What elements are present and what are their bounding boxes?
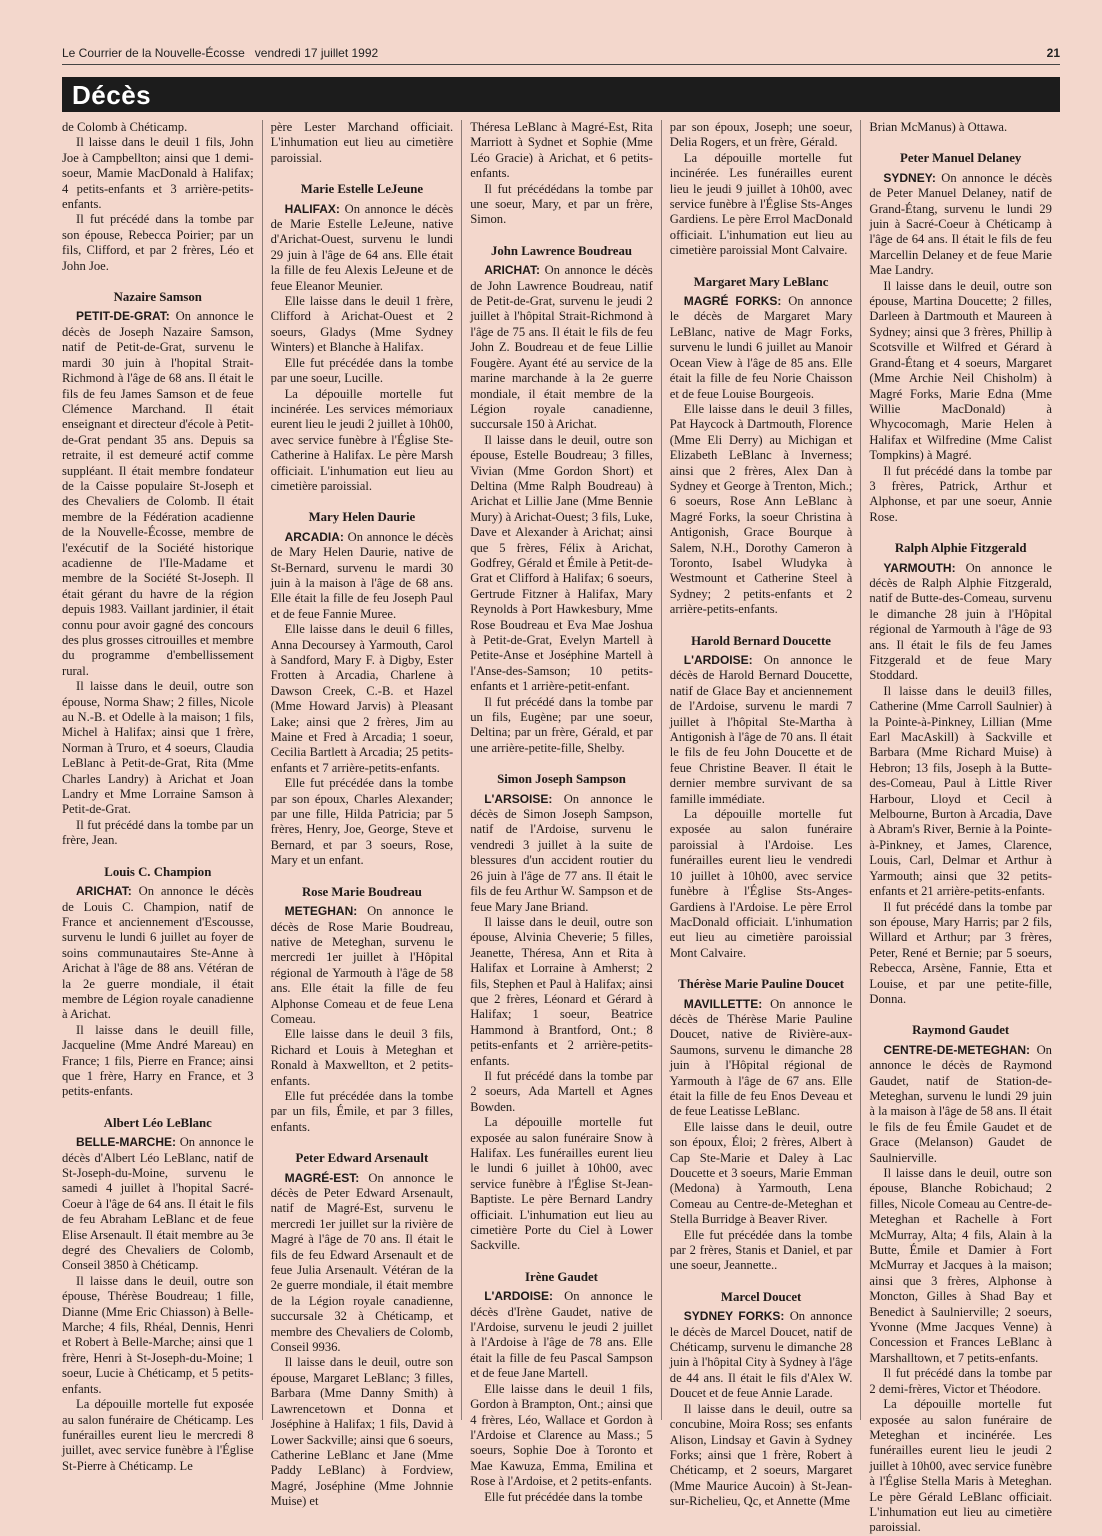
obituary-name: Nazaire Samson: [113, 290, 202, 305]
obituary-place: BELLE-MARCHE:: [76, 1135, 176, 1150]
obituary-lead-paragraph: [62, 309, 254, 679]
obituary-paragraph: Brian McManus) à Ottawa.: [869, 120, 1008, 134]
obituary-paragraph: La dépouille mortelle fut exposée au salon funéraire paroissial à l'Ardoise. Les funérailles eurent lieu le vendredi 10 juillet à 10h00, avec service funèbre à l'Église Sts-Anges-Gardiens à l'Ardoise. Le père Errol MacDonald officiait. L'inhumation eut lieu au cimetière paroissial Mont Calvaire.: [669, 807, 853, 960]
obituary-place: L'ARDOISE:: [484, 1289, 554, 1304]
obituary-lead-paragraph: [869, 171, 1052, 279]
obituary-place: SYDNEY FORKS:: [683, 1309, 785, 1324]
obituary-columns: [62, 120, 1060, 1535]
obituary-name: Simon Joseph Sampson: [497, 772, 626, 787]
obituary-lead-text: On annonce le décès de Marie Estelle LeJeune, native d'Arichat-Ouest, survenu le lundi 29 juin à l'âge de 64 ans. Elle était la fille de feu Alexis LeJeune et de feue Eleanor Meunier.: [270, 201, 454, 293]
obituary-lead-paragraph: [271, 530, 454, 622]
obituary-paragraph: Il fut précédé dans la tombe par son épouse, Mary Harris; par 2 fils, Willard et Arthur; par 3 frères, Peter, René et Bernie; par 5 soeurs, Rebecca, Arsène, Fannie, Etta et Louise, et par une petite-fille, Donna.: [869, 899, 1052, 1006]
obituary-place: YARMOUTH:: [883, 560, 956, 575]
obituary-paragraph: de Colomb à Chéticamp.: [62, 120, 188, 134]
masthead-publication: [62, 46, 378, 60]
obituary-place: L'ARSOISE:: [484, 791, 553, 806]
obituary-paragraph: La dépouille mortelle fut incinérée. Les services mémoriaux eurent lieu le jeudi 2 juillet à 10h00, avec service funèbre à l'Église Ste-Catherine à Halifax. Le père Marsh officiait. L'inhumation eut lieu au cimetière paroissial.: [270, 386, 454, 493]
obituary-paragraph: Elle laisse dans le deuil 3 fils, Richard et Louis à Meteghan et Ronald à Maxwellton, et 2 petits-enfants.: [270, 1027, 454, 1088]
obituary-name: Peter Edward Arsenault: [295, 1151, 429, 1166]
obituary-place: L'ARDOISE:: [683, 653, 753, 667]
obituary-lead-paragraph: [62, 1135, 254, 1274]
obituary-place: MAGRÉ-EST:: [284, 1170, 360, 1185]
column-4: [661, 120, 861, 1509]
section-banner: [62, 77, 1060, 112]
obituary-lead-paragraph: [271, 904, 454, 1027]
obituary-paragraph: Il laisse dans le deuil, outre son épouse, Estelle Boudreau; 3 filles, Vivian (Mme Gordon Short) et Deltina (Mme Ralph Boudreau) à Arichat et Lillie Jane (Mme Bennie Mury) à Arichat-Ouest; 3 fils, Luke, Dave et Alexander à Arichat; ainsi que 5 frères, Félix à Arichat, Godfrey, Gérald et Émile à Petit-de-Grat et Clifford à Halifax; 6 soeurs, Gertrude Fitzner à Halifax, Mary Reynolds à Port Hawkesbury, Mme Rose Boudreau et Eva Mae Joshua à Petit-de-Grat, Evelyn Martell à Petite-Anse et Joséphine Martell à l'Anse-des-Samson; 10 petits-enfants et 1 arrière-petit-enfant.: [470, 432, 653, 694]
obituary-paragraph: Elle laisse dans le deuil 1 fils, Gordon à Brampton, Ont.; ainsi que 4 frères, Léo, Wallace et Gordon à l'Ardoise et Clarence au Mass.; 5 soeurs, Sophie Doe à Toronto et Mae Kawuza, Emma, Emilina et Rose à l'Ardoise, et 2 petits-enfants.: [470, 1381, 653, 1489]
obituary-paragraph: Il laisse dans le deuill fille, Jacqueline (Mme André Mareau) en France; 1 fils, Pierre en France; ainsi que 1 frère, Harry en France, et 3 petits-enfants.: [62, 1022, 254, 1099]
obituary-lead-text: On annonce le décès de Raymond Gaudet, natif de Station-de-Meteghan, survenu le lundi 29 juin à la maison à l'âge de 58 ans. Il était le fils de feu Émile Gaudet et de Grace (Melanson) Gaudet de Saulnierville.: [869, 1042, 1052, 1165]
obituary-name: Louis C. Champion: [104, 864, 212, 879]
obituary-paragraph: Il fut précédé dans la tombe par 3 frères, Patrick, Arthur et Alphonse, et par une soeur, Annie Rose.: [869, 463, 1052, 524]
obituary-lead-paragraph: [271, 202, 454, 294]
obituary-paragraph: Il laisse dans le deuil 1 fils, John Joe à Campbellton; ainsi que 1 demi-soeur, Mamie MacDonald à Halifax; 4 petits-enfants et 3 arrière-petits-enfants.: [62, 135, 254, 212]
obituary-place: MAGRÉ FORKS:: [683, 294, 782, 309]
obituary-place: MAVILLETTE:: [683, 996, 763, 1011]
obituary-paragraph: Il laisse dans le deuil, outre son épouse, Martina Doucette; 2 filles, Darleen à Dartmouth et Maureen à Sydney; ainsi que 3 frères, Phillip à Scotsville et Wilfred et Gérard à Grand-Étang et 4 soeurs, Margaret (Mme Archie Neil Chisholm) à Magré Forks, Marie Edna (Mme Willie MacDonald) à Whycocomagh, Marie Helen à Halifax et Wilfredine (Mme Calist Tompkins) à Magré.: [869, 278, 1052, 463]
obituary-lead-text: On annonce le décès d'Albert Léo LeBlanc, natif de St-Joseph-du-Moine, survenu le samedi 4 juillet à l'hopital Sacré-Coeur à l'âge de 64 ans. Il était le fils de feu Abraham LeBlanc et de feue Elise Arsenault. Il était membre au 3e degré des Chevaliers de Colomb, Conseil 3850 à Chéticamp.: [62, 1135, 254, 1273]
obituary-paragraph: Elle laisse dans le deuil 3 filles, Pat Haycock à Dartmouth, Florence (Mme Eli Derry) au Michigan et Elizabeth LeBlanc à Inverness; ainsi que 2 frères, Alex Dan à Sydney et George à Trenton, Mich.; 6 soeurs, Rose Ann LeBlanc à Magré Forks, la soeur Christina à Antigonish, Grace Bourque à Salem, N.H., Dorothy Cameron à Toronto, Isabel Wludyka à Westmount et Catherine Steel à Sydney; 2 petits-enfants et 2 arrière-petits-enfants.: [669, 401, 853, 617]
obituary-paragraph: Elle fut précédée dans la tombe: [484, 1489, 643, 1504]
obituary-lead-text: On annonce le décès d'Irène Gaudet, native de l'Ardoise, survenu le jeudi 2 juillet à l'Ardoise à l'âge de 78 ans. Elle était la fille de feu Pascal Sampson et de feue Jane Martell.: [470, 1289, 653, 1381]
section-title: Décès: [72, 80, 152, 110]
obituary-lead-paragraph: [470, 1289, 653, 1381]
obituary-lead-paragraph: [470, 263, 653, 432]
obituary-paragraph: Elle fut précédée dans la tombe par 2 frères, Stanis et Daniel, et par une soeur, Jeannette..: [669, 1227, 853, 1273]
obituary-place: METEGHAN:: [284, 904, 358, 919]
obituary-lead-paragraph: [869, 1043, 1052, 1166]
obituary-lead-paragraph: [670, 294, 853, 402]
obituary-place: ARCADIA:: [284, 529, 344, 544]
obituary-lead-paragraph: [869, 561, 1052, 684]
obituary-paragraph: Il laisse dans le deuil, outre son épouse, Alvinia Cheverie; 5 filles, Jeanette, Théresa, Ann et Rita à Halifax et Lorraine à Amherst; 2 fils, Stephen et Paul à Halifax; ainsi que 2 frères, Léonard et Gérard à Halifax; 1 soeur, Beatrice Hammond à Brantford, Ont.; 8 petits-enfants et 2 arrière-petits-enfants.: [470, 914, 653, 1068]
obituary-lead-text: On annonce le décès de Joseph Nazaire Samson, natif de Petit-de-Grat, survenu le mardi 30 juin à l'hopital Strait-Richmond à l'âge de 68 ans. Il était le fils de feu James Samson et de feue Clémence Marchand. Il était enseignant et directeur d'école à Petit-de-Grat pendant 35 ans. Depuis sa retraite, il est demeuré actif comme suppléant. Il était membre fondateur de la Caisse populaire St-Joseph et des Chevaliers de Colomb. Il était membre de la Fédération acadienne de la Nouvelle-Écosse, membre de l'exécutif de la Société historique acadienne de l'Ile-Madame et membre de la Société St-Joseph. Il était gérant du havre de la région depuis 1983. Vaillant jardinier, il était connu pour avoir gagné des concours des plus grosses citrouilles et membre du programme d'embellissement rural.: [62, 309, 254, 678]
obituary-lead-text: On annonce le décès de Marcel Doucet, natif de Chéticamp, survenu le dimanche 28 juin à l'hôpital City à Sydney à l'âge de 44 ans. Il était le fils d'Alex W. Doucet et de feue Annie Larade.: [669, 1309, 853, 1401]
obituary-name: John Lawrence Boudreau: [490, 243, 632, 258]
obituary-place: SYDNEY:: [883, 170, 936, 185]
obituary-paragraph: Elle laisse dans le deuil 6 filles, Anna Decoursey à Yarmouth, Carol à Sandford, Mary F. à Digby, Ester Frotten à Arcadia, Charlene à Dawson Creek, C.-B. et Hazel (Mme Howard Jarvis) à Pleasant Lake; ainsi que 2 frères, Jim au Maine et Fred à Arcadia; 1 soeur, Cecilia Bartlett à Arcadia; 25 petits-enfants et 7 arrière-petits-enfants.: [270, 622, 454, 775]
column-3: [461, 120, 661, 1504]
obituary-paragraph: Il laisse dans le deuil3 filles, Catherine (Mme Carroll Saulnier) à la Pointe-à-Pinkney, Lillian (Mme Earl MacAskill) à Sackville et Barbara (Mme Richard Muise) à Hebron; 13 fils, Joseph à la Butte-des-Comeau, Paul à Little River Harbour, Lloyd et Cecil à Melbourne, Burton à Arcadia, Dave à Abram's River, Bernie à la Pointe-à-Pinkney, et James, Clarence, Louis, Carl, Delmar et Arthur à Yarmouth; ainsi que 32 petits-enfants et 21 arrière-petits-enfants.: [869, 683, 1052, 899]
obituary-name: Raymond Gaudet: [912, 1023, 1010, 1038]
publication-name: Le Courrier de la Nouvelle-Écosse: [62, 46, 245, 60]
obituary-lead-text: On annonce le décès de Simon Joseph Sampson, natif de l'Ardoise, survenu le vendredi 3 juillet à la suite de blessures d'un accident routier du 26 juin à l'âge de 77 ans. Il était le fils de feu Arthur W. Sampson et de feue Mary Jane Briand.: [470, 791, 653, 914]
obituary-lead-paragraph: [670, 1309, 853, 1401]
obituary-paragraph: Il fut précédé dans la tombe par 2 soeurs, Ada Martell et Agnes Bowden.: [470, 1068, 653, 1114]
obituary-name: Irène Gaudet: [525, 1269, 598, 1284]
page-number: 21: [1046, 46, 1060, 60]
obituary-paragraph: Il laisse dans le deuil, outre son épouse, Thérèse Boudreau; 1 fille, Dianne (Mme Eric Chiasson) à Belle-Marche; 4 fils, Rhéal, Dennis, Henri et Robert à Belle-Marche; ainsi que 1 frère, Henri à St-Joseph-du-Moine; 1 soeur, Lucie à Chéticamp, et 5 petits-enfants.: [62, 1273, 254, 1396]
obituary-lead-paragraph: [670, 997, 853, 1120]
obituary-lead-text: On annonce le décès de Peter Manuel Delaney, natif de Grand-Étang, survenu le lundi 29 juin à Sacré-Coeur à Chéticamp à l'âge de 64 ans. Il était le fils de feu Marcellin Delaney et de feue Marie Mae Landry.: [869, 170, 1052, 278]
obituary-paragraph: Il fut précédé dans la tombe par son épouse, Rebecca Poirier; par un fils, Clifford, et par 2 frères, Léo et John Joe.: [62, 212, 254, 273]
obituary-paragraph: Il fut précédé dans la tombe par un fils, Eugène; par une soeur, Deltina; par un frère, Gérald, et par une arrière-petite-fille, Shelby.: [470, 694, 653, 755]
obituary-place: HALIFAX:: [284, 201, 340, 216]
obituary-lead-text: On annonce le décès de Louis C. Champion, natif de France et anciennement d'Escousse, survenu le lundi 6 juillet au foyer de soins communautaires Ste-Anne à Arichat à l'âge de 88 ans. Vétéran de la 2e guerre mondiale, il était membre de Légion royale canadienne à Arichat.: [62, 884, 254, 1022]
obituary-name: Mary Helen Daurie: [308, 510, 416, 525]
obituary-paragraph: La dépouille mortelle fut incinérée. Les funérailles eurent lieu le jeudi 9 juillet à 10h00, avec service funèbre à l'Église Sts-Anges Gardiens. Le père Errol MacDonald officiait. L'inhumation eut lieu au cimetière paroissial Mont Calvaire.: [669, 150, 853, 258]
obituary-paragraph: Elle laisse dans le deuil 1 frère, Clifford à Arichat-Ouest et 2 soeurs, Gladys (Mme Sydney Winters) et Blanche à Halifax.: [270, 294, 454, 355]
column-2: [262, 120, 462, 1509]
obituary-place: PETIT-DE-GRAT:: [76, 309, 170, 324]
obituary-paragraph: par son époux, Joseph; une soeur, Delia Rogers, et un frère, Gérald.: [669, 120, 853, 150]
obituary-paragraph: Elle fut précédée dans la tombe par une soeur, Lucille.: [270, 355, 454, 386]
obituary-lead-text: On annonce le décès de Peter Edward Arsenault, natif de Magré-Est, survenu le mercredi 1er juillet sur la rivière de Magré à l'âge de 70 ans. Il était le fils de feu Edward Arsenault et de feue Julia Arsenault. Vétéran de la 2e guerre mondiale, il était membre de la Légion royale canadienne, succursale 32 à Chéticamp, et membre des Chevaliers de Colomb, Conseil 9936.: [270, 1170, 454, 1355]
obituary-lead-paragraph: [470, 792, 653, 915]
obituary-paragraph: Il laisse dans le deuil, outre son épouse, Margaret LeBlanc; 3 filles, Barbara (Mme Danny Smith) à Lawrencetown et Donna et Joséphine à Halifax; 1 fils, David à Lower Sackville; ainsi que 6 soeurs, Catherine LeBlanc et Jane (Mme Paddy LeBlanc) à Fordview, Magré, Joséphine (Mme Johnnie Muise) et: [270, 1355, 454, 1509]
obituary-paragraph: père Lester Marchand officiait. L'inhumation eut lieu au cimetière paroissial.: [270, 120, 454, 165]
obituary-place: CENTRE-DE-METEGHAN:: [883, 1042, 1031, 1057]
obituary-name: Harold Bernard Doucette: [691, 633, 831, 648]
obituary-paragraph: Il laisse dans le deuil, outre son épouse, Norma Shaw; 2 filles, Nicole au N.-B. et Odelle à la maison; 1 fils, Michel à Halifax; ainsi que 1 frère, Norman à Truro, et 4 soeurs, Claudia LeBlanc à Petit-de-Grat, Rita (Mme Charles Landry) à Arichat et Joan Landry et Mme Lorraine Samson à Petit-de-Grat.: [62, 679, 254, 817]
obituary-lead-text: On annonce le décès de Rose Marie Boudreau, native de Meteghan, survenu le mercredi 1er juillet à l'Hôpital régional de Yarmouth à l'âge de 58 ans. Elle était la fille de feu Alphonse Comeau et de feue Lena Comeau.: [270, 904, 454, 1026]
column-5: [860, 120, 1060, 1535]
obituary-paragraph: Elle laisse dans le deuil, outre son époux, Éloi; 2 frères, Albert à Cap Ste-Marie et Daley à Lac Doucette et 3 soeurs, Marie Emman (Medona) à Yarmouth, Lena Comeau au Centre-de-Meteghan et Stella Burridge à Beaver River.: [669, 1119, 853, 1227]
masthead-rule: [62, 64, 1060, 65]
obituary-place: ARICHAT:: [76, 884, 132, 899]
obituary-name: Peter Manuel Delaney: [900, 151, 1022, 166]
obituary-lead-paragraph: [670, 653, 853, 807]
obituary-lead-paragraph: [62, 884, 254, 1023]
obituary-paragraph: La dépouille mortelle fut exposée au salon funéraire de Meteghan et incinérée. Les funérailles eurent lieu le jeudi 2 juillet à 10h00, avec service funèbre à l'Église Stella Maris à Meteghan. Le père Gérald LeBlanc officiait. L'inhumation eut lieu au cimetière paroissial.: [869, 1397, 1052, 1535]
masthead: [62, 44, 1060, 62]
obituary-lead-text: On annonce le décès de Ralph Alphie Fitzgerald, natif de Butte-des-Comeau, survenu le dimanche 28 juin à l'Hôpital régional de Yarmouth à l'âge de 93 ans. Il était le fils de feu James Fitzgerald et de feue Mary Stoddard.: [869, 560, 1052, 683]
obituary-paragraph: Il laisse dans le deuil, outre sa concubine, Moira Ross; ses enfants Alison, Lindsay et Gavin à Sydney Forks; ainsi que 1 frère, Robert à Chéticamp, et 2 soeurs, Margaret (Mme Maurice Aucoin) à St-Jean-sur-Richelieu, Qc, et Annette (Mme: [669, 1401, 853, 1509]
obituary-lead-paragraph: [271, 1171, 454, 1356]
obituary-lead-text: On annonce le décès de John Lawrence Boudreau, natif de Petit-de-Grat, survenu le jeudi 2 juillet à l'hôpital Strait-Richmond à l'âge de 75 ans. Il était le fils de feu John Z. Boudreau et de feue Lillie Fougère. Ayant été au service de la marine marchande à la 2e guerre mondiale, il était membre de la Légion royale canadienne, succursale 150 à Arichat.: [470, 263, 653, 432]
obituary-lead-text: On annonce le décès de Margaret Mary LeBlanc, native de Magr Forks, survenu le lundi 6 juillet au Manoir Ocean View à l'âge de 85 ans. Elle était la fille de feu Norie Chaisson et de feue Louise Bourgeois.: [669, 294, 853, 401]
obituary-place: ARICHAT:: [484, 263, 540, 278]
obituary-name: Albert Léo LeBlanc: [103, 1115, 212, 1130]
publication-date: vendredi 17 juillet 1992: [254, 46, 379, 60]
obituary-paragraph: Théresa LeBlanc à Magré-Est, Rita Marriott à Sydnet et Sophie (Mme Léo Gracie) à Arichat, et 6 petits-enfants.: [470, 120, 653, 181]
obituary-lead-text: On annonce le décès de Thérèse Marie Pauline Doucet, native de Rivière-aux-Saumons, survenu le dimanche 28 juin à l'Hôpital régional de Yarmouth à l'âge de 67 ans. Elle était la fille de feu Enos Deveau et de feue Leatisse LeBlanc.: [669, 996, 853, 1119]
column-1: [62, 120, 262, 1473]
obituary-name: Rose Marie Boudreau: [301, 884, 422, 899]
obituary-paragraph: Il laisse dans le deuil, outre son épouse, Blanche Robichaud; 2 filles, Nicole Comeau au Centre-de-Meteghan et Rachelle à Fort McMurray, Alta; 4 fils, Alain à la Butte, Émile et Damier à Fort McMurray et Jacques à la maison; ainsi que 3 frères, Alphonse à Moncton, Gilles à Shad Bay et Benedict à Saulnierville; 2 soeurs, Yvonne (Mme Jacques Venne) à Concession et Frances LeBlanc à Marshalltown, et 7 petits-enfants.: [869, 1166, 1052, 1365]
obituary-paragraph: Elle fut précédée dans la tombe par son époux, Charles Alexander; par une fille, Hilda Patricia; par 5 frères, Henry, Joe, George, Steve et Bernard, et par 3 soeurs, Rose, Mary et un enfant.: [270, 776, 454, 868]
obituary-name: Thérèse Marie Pauline Doucet: [678, 977, 845, 992]
obituary-paragraph: Il fut précédé dans la tombe par 2 demi-frères, Victor et Théodore.: [869, 1366, 1052, 1396]
obituary-name: Margaret Mary LeBlanc: [693, 274, 829, 289]
obituary-name: Ralph Alphie Fitzgerald: [894, 541, 1027, 556]
obituary-paragraph: La dépouille mortelle fut exposée au salon funéraire Snow à Halifax. Les funérailles eurent lieu le lundi 6 juillet à 10h00, avec service funèbre à l'Église St-Jean-Baptiste. Le père Bernard Landry officiait. L'inhumation eut lieu au cimetière Porte du Ciel à Lower Sackville.: [470, 1115, 653, 1253]
obituary-paragraph: Elle fut précédée dans la tombe par un fils, Émile, et par 3 filles, enfants.: [270, 1088, 454, 1134]
obituary-paragraph: Il fut précédé dans la tombe par un frère, Jean.: [62, 817, 254, 848]
obituary-name: Marie Estelle LeJeune: [300, 182, 424, 197]
obituary-paragraph: La dépouille mortelle fut exposée au salon funéraire de Chéticamp. Les funérailles eurent lieu le mercredi 8 juillet, avec service funèbre à l'Église St-Pierre à Chéticamp. Le: [62, 1397, 254, 1473]
obituary-lead-text: On annonce le décès de Harold Bernard Doucette, natif de Glace Bay et anciennement de l'Ardoise, survenu le mardi 7 juillet à l'hôpital Ste-Martha à Antigonish à l'âge de 70 ans. Il était le fils de feu John Doucette et de feue Christine Beaver. Il était le dernier membre survivant de sa famille immédiate.: [669, 653, 853, 806]
obituary-name: Marcel Doucet: [720, 1289, 802, 1304]
obituary-lead-text: On annonce le décès de Mary Helen Daurie, native de St-Bernard, survenu le mardi 30 juin à la maison à l'âge de 68 ans. Elle était la fille de feu Joseph Paul et de feue Fannie Muree.: [270, 529, 454, 621]
obituary-paragraph: Il fut précédédans la tombe par une soeur, Mary, et par un frère, Simon.: [470, 181, 653, 227]
